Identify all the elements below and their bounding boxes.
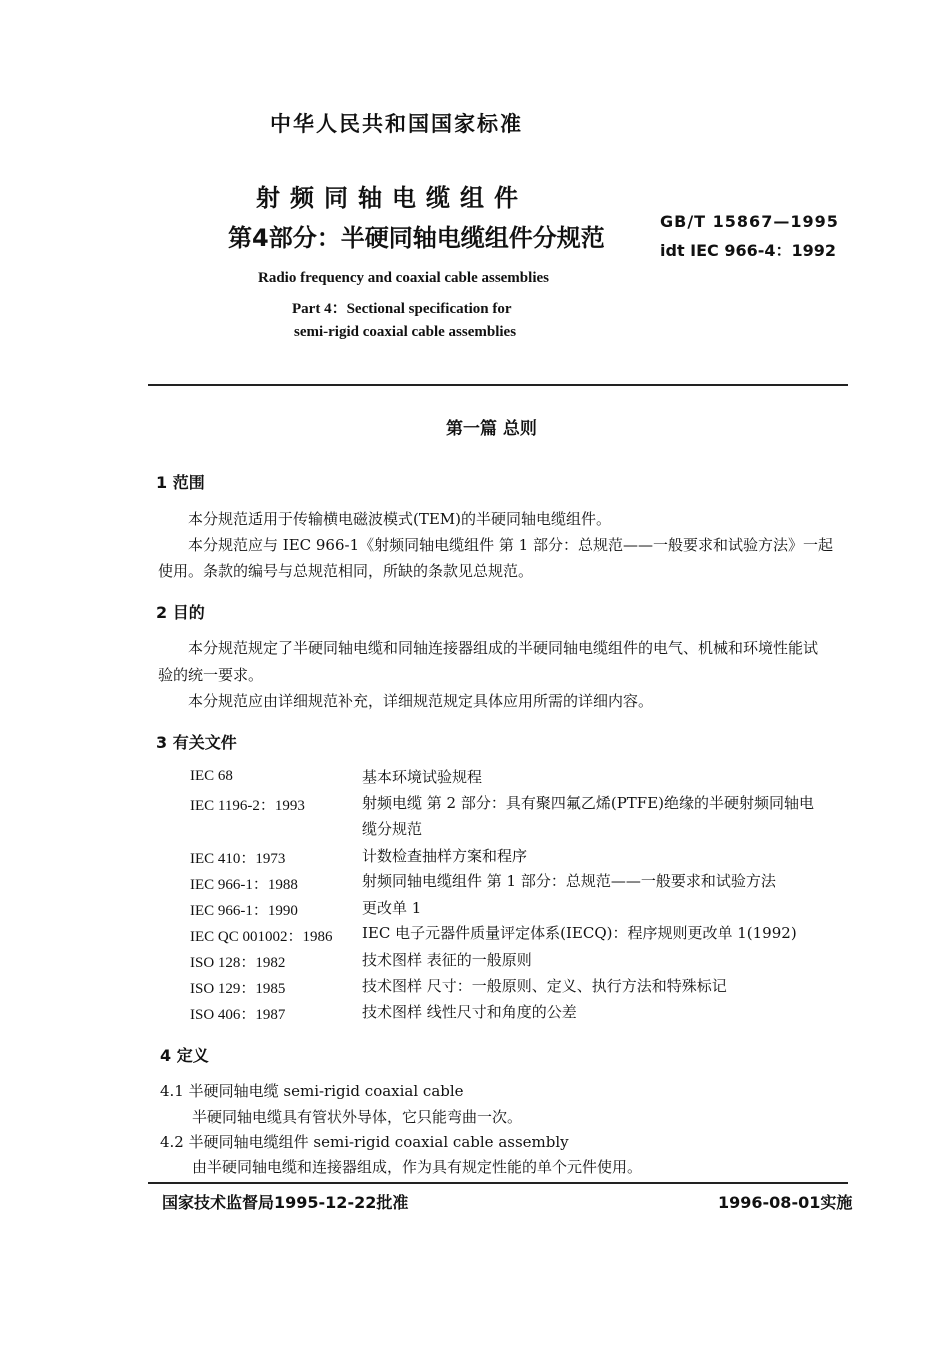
reference-title: IEC 电子元器件质量评定体系(IECQ)：程序规则更改单 1(1992) bbox=[362, 924, 797, 942]
reference-title: 技术图样 表征的一般原则 bbox=[362, 951, 532, 969]
reference-title: 射频同轴电缆组件 第 1 部分：总规范——一般要求和试验方法 bbox=[362, 872, 776, 890]
reference-id: ISO 406：1987 bbox=[190, 1007, 286, 1023]
reference-title: 计数检查抽样方案和程序 bbox=[362, 847, 528, 865]
document-title-line1: 射频同轴电缆组件 bbox=[256, 184, 528, 212]
footer-divider bbox=[148, 1182, 848, 1184]
english-title-line2: Part 4：Sectional specification for bbox=[292, 301, 512, 317]
reference-id: ISO 129：1985 bbox=[190, 981, 286, 997]
reference-title: 技术图样 尺寸：一般原则、定义、执行方法和特殊标记 bbox=[362, 977, 727, 995]
header-divider bbox=[148, 384, 848, 386]
reference-title: 更改单 1 bbox=[362, 899, 422, 917]
reference-id: ISO 128：1982 bbox=[190, 955, 286, 971]
section-1-paragraph-2a: 本分规范应与 IEC 966-1《射频同轴电缆组件 第 1 部分：总规范——一般要求和试验方法》一起 bbox=[188, 536, 833, 554]
reference-title: 基本环境试验规程 bbox=[362, 768, 483, 786]
reference-title: 射频电缆 第 2 部分：具有聚四氟乙烯(PTFE)绝缘的半硬射频同轴电 bbox=[362, 794, 815, 812]
section-1-paragraph-1: 本分规范适用于传输横电磁波模式(TEM)的半硬同轴电缆组件。 bbox=[188, 510, 612, 528]
reference-title-continued: 缆分规范 bbox=[362, 820, 423, 838]
english-title-line1: Radio frequency and coaxial cable assemblies bbox=[258, 270, 549, 286]
section-1-heading: 1 范围 bbox=[156, 473, 205, 492]
reference-title: 技术图样 线性尺寸和角度的公差 bbox=[362, 1003, 577, 1021]
definition-4-1-term: 4.1 半硬同轴电缆 semi-rigid coaxial cable bbox=[160, 1082, 464, 1100]
definition-4-2-text: 由半硬同轴电缆和连接器组成，作为具有规定性能的单个元件使用。 bbox=[192, 1158, 643, 1176]
section-2-paragraph-1b: 验的统一要求。 bbox=[158, 666, 264, 684]
document-title-line2: 第4部分：半硬同轴电缆组件分规范 bbox=[228, 224, 605, 252]
part-title: 第一篇 总则 bbox=[446, 419, 537, 439]
idt-reference: idt IEC 966-4：1992 bbox=[660, 241, 837, 260]
implementation-date: 1996-08-01实施 bbox=[718, 1193, 853, 1212]
reference-id: IEC 410：1973 bbox=[190, 851, 286, 867]
section-2-paragraph-1a: 本分规范规定了半硬同轴电缆和同轴连接器组成的半硬同轴电缆组件的电气、机械和环境性能试 bbox=[188, 639, 819, 657]
reference-id: IEC 966-1：1990 bbox=[190, 903, 298, 919]
definition-4-2-term: 4.2 半硬同轴电缆组件 semi-rigid coaxial cable assembly bbox=[160, 1133, 569, 1151]
definition-4-1-text: 半硬同轴电缆具有管状外导体，它只能弯曲一次。 bbox=[192, 1108, 523, 1126]
section-2-paragraph-2: 本分规范应由详细规范补充，详细规范规定具体应用所需的详细内容。 bbox=[188, 692, 654, 710]
reference-id: IEC 966-1：1988 bbox=[190, 877, 298, 893]
section-4-heading: 4 定义 bbox=[160, 1046, 209, 1065]
national-standard-label: 中华人民共和国国家标准 bbox=[270, 112, 523, 136]
reference-id: IEC 68 bbox=[190, 768, 233, 784]
english-title-line3: semi-rigid coaxial cable assemblies bbox=[294, 324, 517, 340]
section-2-heading: 2 目的 bbox=[156, 603, 205, 622]
standard-number: GB/T 15867—1995 bbox=[660, 212, 839, 231]
section-3-heading: 3 有关文件 bbox=[156, 733, 237, 752]
approval-date: 国家技术监督局1995-12-22批准 bbox=[162, 1193, 409, 1212]
reference-id: IEC QC 001002：1986 bbox=[190, 929, 333, 945]
reference-id: IEC 1196-2：1993 bbox=[190, 798, 305, 814]
section-1-paragraph-2b: 使用。条款的编号与总规范相同，所缺的条款见总规范。 bbox=[158, 562, 534, 580]
